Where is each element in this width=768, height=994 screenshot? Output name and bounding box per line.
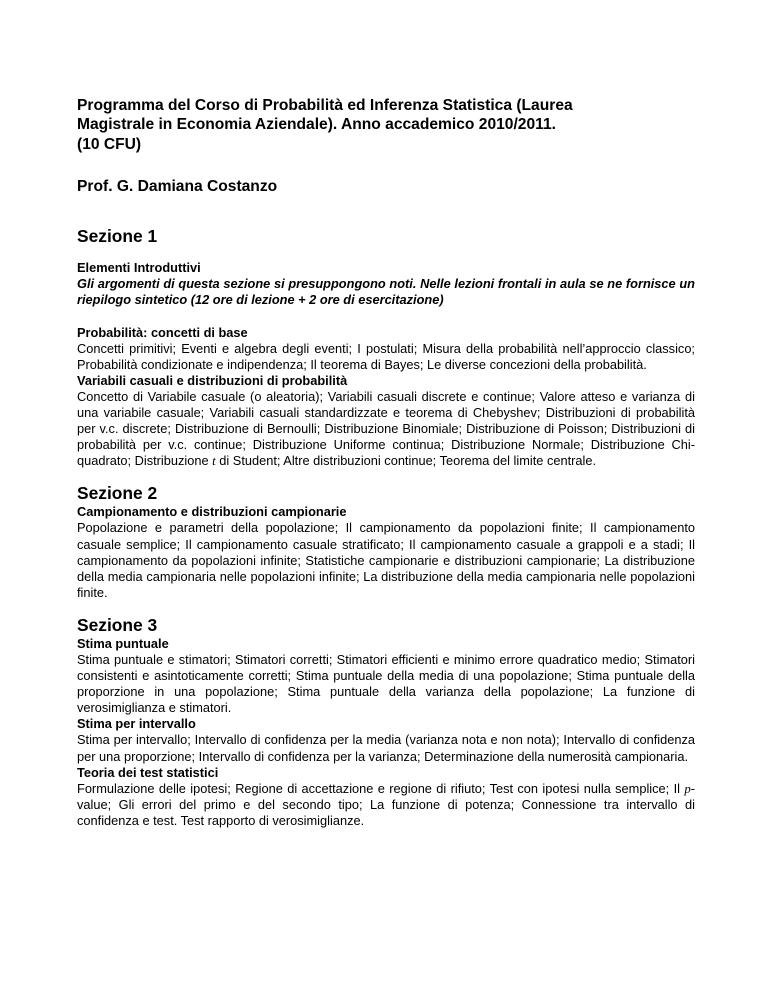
intro-title: Elementi Introduttivi <box>77 260 201 276</box>
section-1-heading: Sezione 1 <box>77 226 158 247</box>
random-variables-body-b: di Student; Altre distribuzioni continue; Teorema del limite centrale. <box>215 453 597 469</box>
point-estimation-title: Stima puntuale <box>77 635 169 651</box>
hypothesis-tests-title: Teoria dei test statistici <box>77 764 219 780</box>
interval-estimation-body: Stima per intervallo; Intervallo di confidenza per la media (varianza nota e non nota); Intervallo di confidenza per una proporzione; Intervallo di confidenza per la varianza; Determinazione della numerosità campionaria. <box>77 732 695 764</box>
random-variables-title: Variabili casuali e distribuzioni di probabilità <box>77 372 348 388</box>
hypothesis-tests-body-a: Formulazione delle ipotesi; Regione di accettazione e regione di rifiuto; Test con ipotesi nulla semplice; Il <box>77 780 685 796</box>
hypothesis-tests-body <box>77 781 695 829</box>
sampling-title: Campionamento e distribuzioni campionarie <box>77 504 347 520</box>
p-symbol: p <box>684 781 691 796</box>
probability-body: Concetti primitivi; Eventi e algebra degli eventi; I postulati; Misura della probabilità nell’approccio classico; Probabilità condizionate e indipendenza; Il teorema di Bayes; Le diverse concezioni della probabilità. <box>77 340 695 372</box>
random-variables-body <box>77 389 695 469</box>
hypothesis-tests-body-b: -value; Gli errori del primo e del secondo tipo; La funzione di potenza; Connessione tra intervallo di confidenza e test. Test rapporto di verosimiglianze. <box>77 780 695 828</box>
document-page <box>77 96 695 829</box>
author: Prof. G. Damiana Costanzo <box>77 178 278 196</box>
probability-title: Probabilità: concetti di base <box>77 324 248 340</box>
random-variables-body-a: Concetto di Variabile casuale (o aleatoria); Variabili casuali discrete e continue; Valore atteso e varianza di una variabile casuale; Variabili casuali standardizzate e teorema di Chebyshev; Distribuzioni di probabilità per v.c. discrete; Distribuzione di Bernoulli; Distribuzione Binomiale; Distribuzione di Poisson; Distribuzioni di probabilità per v.c. continue; Distribuzione Uniforme continua; Distribuzione Normale; Distribuzione Chi-quadrato; Distribuzione <box>77 388 695 469</box>
section-3-heading: Sezione 3 <box>77 614 158 635</box>
title-line-1: Programma del Corso di Probabilità ed Inferenza Statistica (Laurea <box>77 97 573 114</box>
title-line-2: Magistrale in Economia Aziendale). Anno accademico 2010/2011. <box>77 116 556 134</box>
document-title <box>77 96 695 154</box>
section-2-heading: Sezione 2 <box>77 483 158 504</box>
t-symbol: t <box>212 454 216 469</box>
intro-note: Gli argomenti di questa sezione si presuppongono noti. Nelle lezioni frontali in aula se ne fornisce un riepilogo sintetico (12 ore di lezione + 2 ore di esercitazione) <box>77 276 695 308</box>
title-line-3: (10 CFU) <box>77 135 142 153</box>
sampling-body: Popolazione e parametri della popolazione; Il campionamento da popolazioni finite; Il campionamento casuale semplice; Il campionamento casuale stratificato; Il campionamento casuale a grappoli e a stadi; Il campionamento da popolazioni infinite; Statistiche campionarie e distribuzioni campionarie; La distribuzione della media campionaria nelle popolazioni infinite; La distribuzione della media campionaria nelle popolazioni finite. <box>77 520 695 600</box>
interval-estimation-title: Stima per intervallo <box>77 716 196 732</box>
point-estimation-body: Stima puntuale e stimatori; Stimatori corretti; Stimatori efficienti e minimo errore quadratico medio; Stimatori consistenti e asintoticamente corretti; Stima puntuale della media di una popolazione; Stima puntuale della proporzione in una popolazione; Stima puntuale della varianza della popolazione; La funzione di verosimiglianza e stimatori. <box>77 652 695 716</box>
